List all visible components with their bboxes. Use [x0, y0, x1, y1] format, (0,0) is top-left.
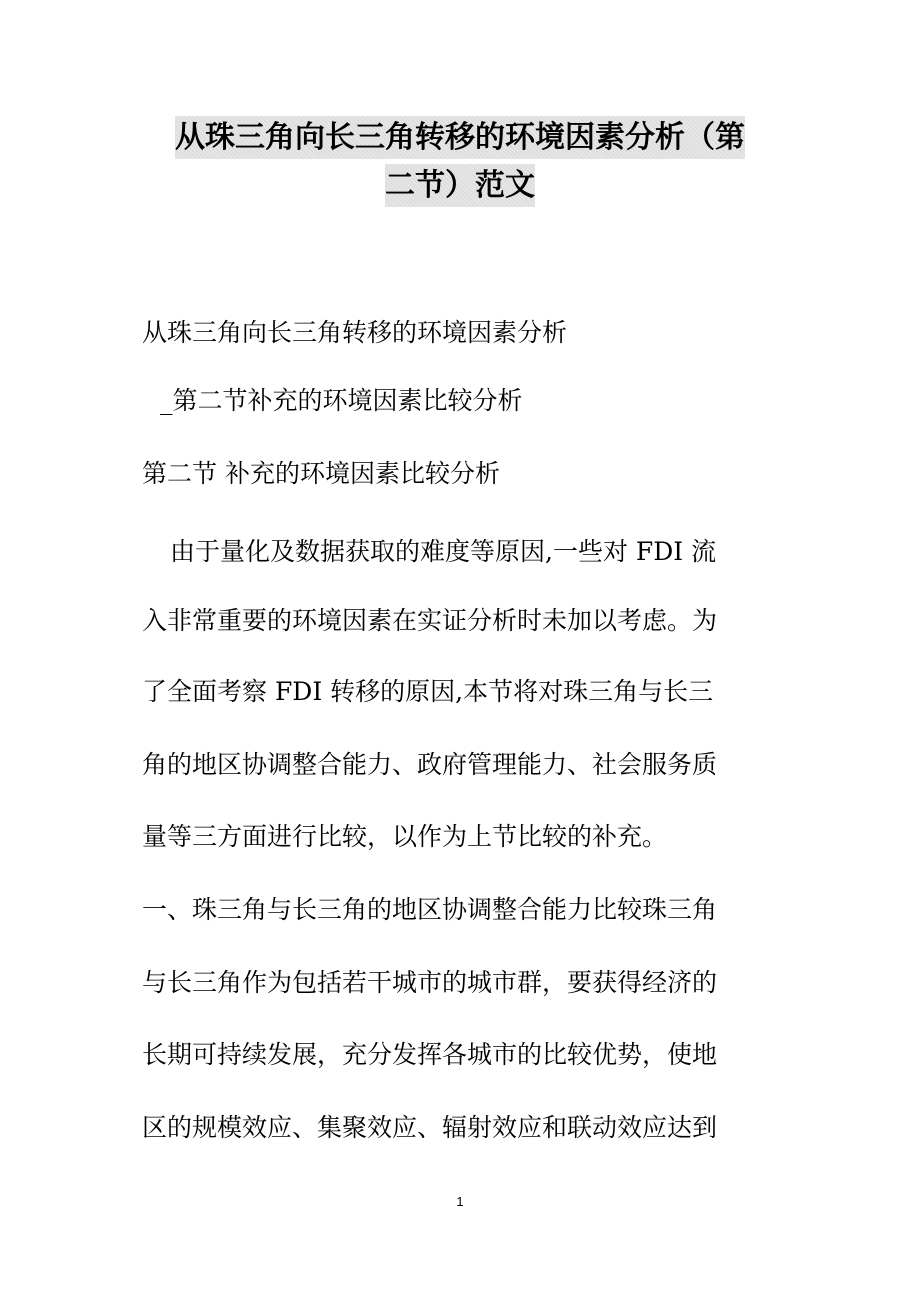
section-heading: 第二节 补充的环境因素比较分析 [142, 459, 500, 488]
body-text-line: 角的地区协调整合能力、政府管理能力、社会服务质 [142, 750, 718, 779]
body-text-line: 与长三角作为包括若干城市的城市群，要获得经济的 [142, 968, 718, 997]
body-text-line: 一、珠三角与长三角的地区协调整合能力比较珠三角 [142, 895, 718, 924]
body-text-line: 入非常重要的环境因素在实证分析时未加以考虑。为 [142, 606, 718, 635]
title-highlight-1: 从珠三角向长三角转移的环境因素分析（第 [175, 116, 745, 159]
body-text-line: 区的规模效应、集聚效应、辐射效应和联动效应达到 [142, 1113, 718, 1142]
document-title-line-2 [0, 166, 920, 206]
body-text-line: 量等三方面进行比较，以作为上节比较的补充。 [142, 822, 668, 851]
body-text-line: 由于量化及数据获取的难度等原因,一些对 FDI 流 [170, 537, 717, 566]
title-highlight-2: 二节）范文 [385, 164, 535, 207]
heading-article-title: 从珠三角向长三角转移的环境因素分析 [142, 318, 568, 347]
body-text-line: 长期可持续发展，充分发挥各城市的比较优势，使地 [142, 1040, 718, 1069]
page-number: 1 [456, 1194, 464, 1209]
heading-subtitle: _第二节补充的环境因素比较分析 [160, 386, 523, 415]
document-title-line-1 [0, 118, 920, 158]
body-text-line: 了全面考察 FDI 转移的原因,本节将对珠三角与长三 [142, 677, 714, 706]
